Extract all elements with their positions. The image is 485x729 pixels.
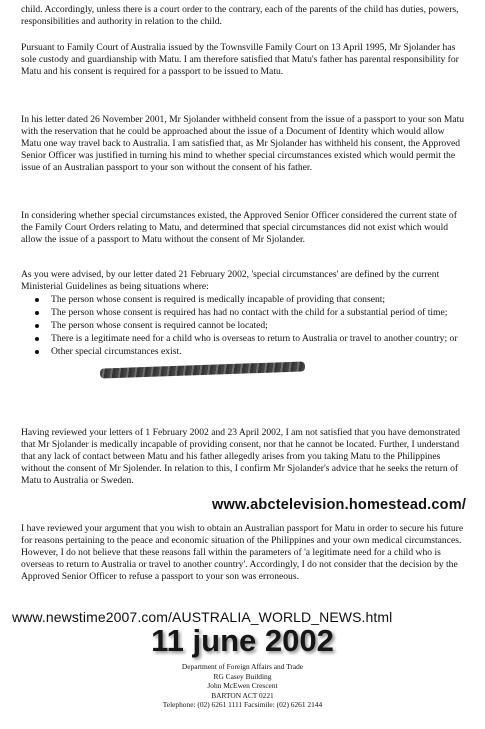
paragraph-review: Having reviewed your letters of 1 February 2002 and 23 April 2002, I am not satisfied that you have demonstrated that Mr Sjolander is medically incapable of providing consent, nor that he cannot be located. Further, I understand that any lack of contact between Matu and his father allegedly arises from you taking Matu to the Philippines without the consent of Mr Sjolender. In relation to this, I confirm Mr Sjolander's advice that he seeks the return of Matu to Australia or Sweden.	[21, 427, 461, 487]
paragraph-custody: Pursuant to Family Court of Australia issued by the Townsville Family Court on 13 April 1995, Mr Sjolander has sole custody and guardianship with Matu. I am therefore satisfied that Matu's father has parental responsibility for Matu and his consent is required for a passport to be issued to Matu.	[21, 42, 459, 78]
date-heading: 11 june 2002	[151, 623, 334, 658]
list-item: The person whose consent is required cannot be located;	[21, 320, 467, 332]
list-item: The person whose consent is required has had no contact with the child for a substantial period of time;	[21, 307, 467, 319]
scribble-mark	[100, 361, 305, 378]
paragraph-argument: I have reviewed your argument that you wish to obtain an Australian passport for Matu in order to secure his future for reasons pertaining to the peace and economic situation of the Philippines and your own medical circumstances. However, I do not believe that these reasons fall within the parameters of 'a legitimate need for a child who is overseas to return to Australia or travel to another country'. Accordingly, I do not consider that the decision by the Approved Senior Officer to refuse a passport to your son was erroneous.	[21, 523, 464, 583]
watermark-url-bottom: www.newstime2007.com/AUSTRALIA_WORLD_NEWS.html	[12, 609, 393, 625]
list-item: Other special circumstances exist.	[21, 346, 467, 358]
address-line: RG Casey Building	[213, 671, 272, 681]
special-circumstances-list	[21, 294, 467, 359]
watermark-url-top: www.abctelevision.homestead.com/	[212, 497, 467, 513]
paragraph-special-circumstances: In considering whether special circumstances existed, the Approved Senior Officer considered the current state of the Family Court Orders relating to Matu, and determined that special circumstances did not exist which would allow the issue of a passport to Matu without the consent of Mr Sjolander.	[21, 210, 457, 246]
address-line: Telephone: (02) 6261 1111 Facsimile: (02) 6261 2144	[162, 700, 323, 710]
list-item: The person whose consent is required is medically incapable of providing that consent;	[21, 294, 467, 306]
paragraph-withheld-consent: In his letter dated 26 November 2001, Mr Sjolander withheld consent from the issue of a passport to your son Matu with the reservation that he could be approached about the issue of a Document of Identity which would allow Matu one way travel back to Australia. I am satisfied that, as Mr Sjolander has withheld his consent, the Approved Senior Officer was justified in turning his mind to whether special circumstances existed which would permit the issue of an Australian passport to your son without the consent of his father.	[21, 114, 465, 174]
department-address	[0, 662, 485, 710]
paragraph-definition: As you were advised, by our letter dated 21 February 2002, 'special circumstances' are defined by the current Ministerial Guidelines as being situations where:	[21, 269, 440, 293]
address-line: Department of Foreign Affairs and Trade	[181, 662, 304, 671]
address-line: BARTON ACT 0221	[211, 690, 274, 700]
address-line: John McEwen Crescent	[207, 681, 278, 691]
paragraph-parental-duties: child. Accordingly, unless there is a court order to the contrary, each of the parents of the child has duties, powers, responsibilities and authority in relation to the child.	[21, 4, 459, 28]
list-item: There is a legitimate need for a child who is overseas to return to Australia or travel to another country; or	[21, 333, 467, 345]
